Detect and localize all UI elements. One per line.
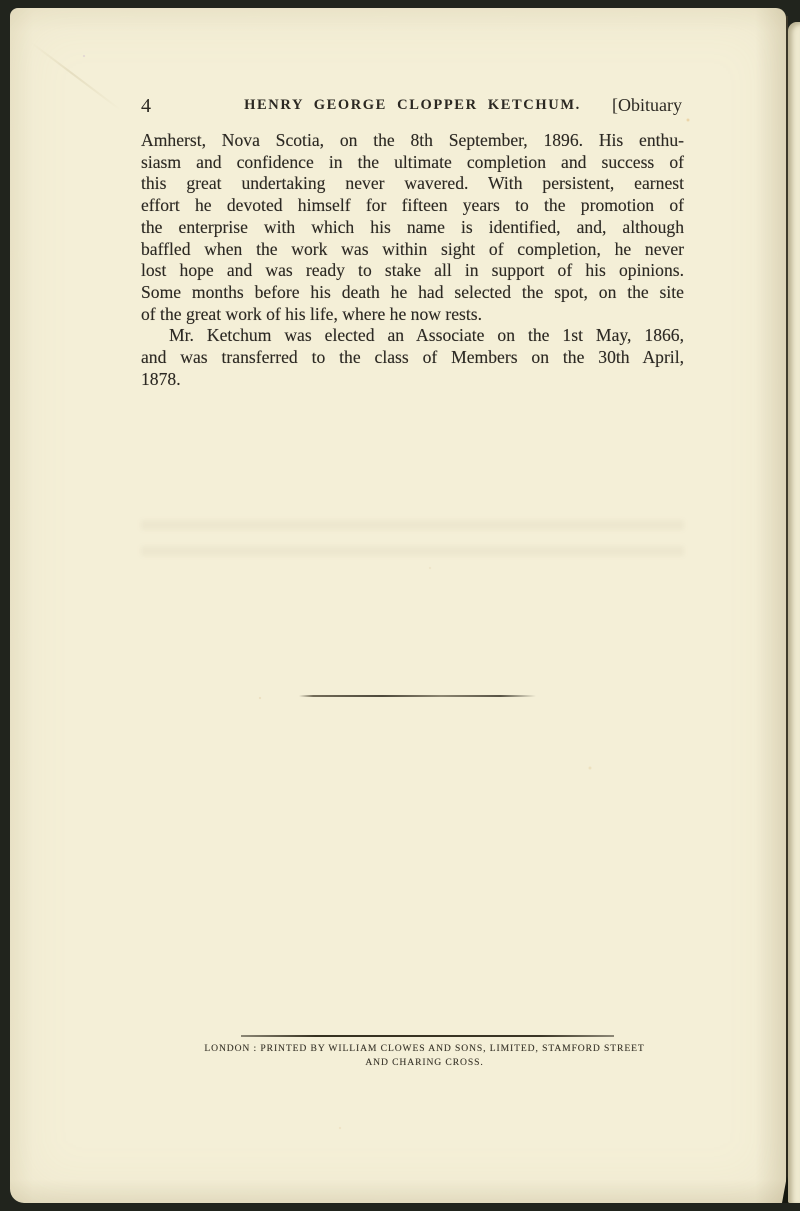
header-section-label: [Obituary <box>612 95 682 115</box>
text-line: Some months before his death he had selected the spot, on the site <box>141 281 684 302</box>
book-page <box>10 8 786 1203</box>
page-crease <box>31 42 122 111</box>
page-number: 4 <box>141 95 151 117</box>
text-line: baffled when the work was within sight of completion, he never <box>141 238 684 259</box>
printer-imprint-line-1: LONDON : PRINTED BY WILLIAM CLOWES AND SONS, LIMITED, STAMFORD STREET <box>204 1043 645 1054</box>
text-line: the enterprise with which his name is identified, and, although <box>141 216 684 237</box>
text-line: 1878. <box>141 368 181 389</box>
text-line: lost hope and was ready to stake all in support of his opinions. <box>141 260 684 281</box>
text-line: of the great work of his life, where he now rests. <box>141 303 483 324</box>
printer-imprint-line-2: AND CHARING CROSS. <box>365 1056 484 1068</box>
adjacent-page-edge <box>788 22 800 1203</box>
text-line: effort he devoted himself for fifteen years to the promotion of <box>141 195 684 216</box>
text-line: this great undertaking never wavered. With persistent, earnest <box>141 173 684 194</box>
imprint-rule <box>241 1035 614 1037</box>
text-line: siasm and confidence in the ultimate completion and success of <box>141 151 684 172</box>
page-title: HENRY GEORGE CLOPPER KETCHUM. <box>244 97 581 113</box>
obituary-text <box>141 130 684 390</box>
printer-imprint <box>153 1042 696 1069</box>
show-through-smudge <box>141 520 684 584</box>
running-head <box>141 94 684 118</box>
text-line: Amherst, Nova Scotia, on the 8th September, 1896. His enthu- <box>141 130 684 150</box>
text-line: Mr. Ketchum was elected an Associate on the 1st May, 1866, <box>169 325 684 346</box>
text-line: and was transferred to the class of Members on the 30th April, <box>141 347 684 368</box>
section-divider <box>299 695 536 697</box>
